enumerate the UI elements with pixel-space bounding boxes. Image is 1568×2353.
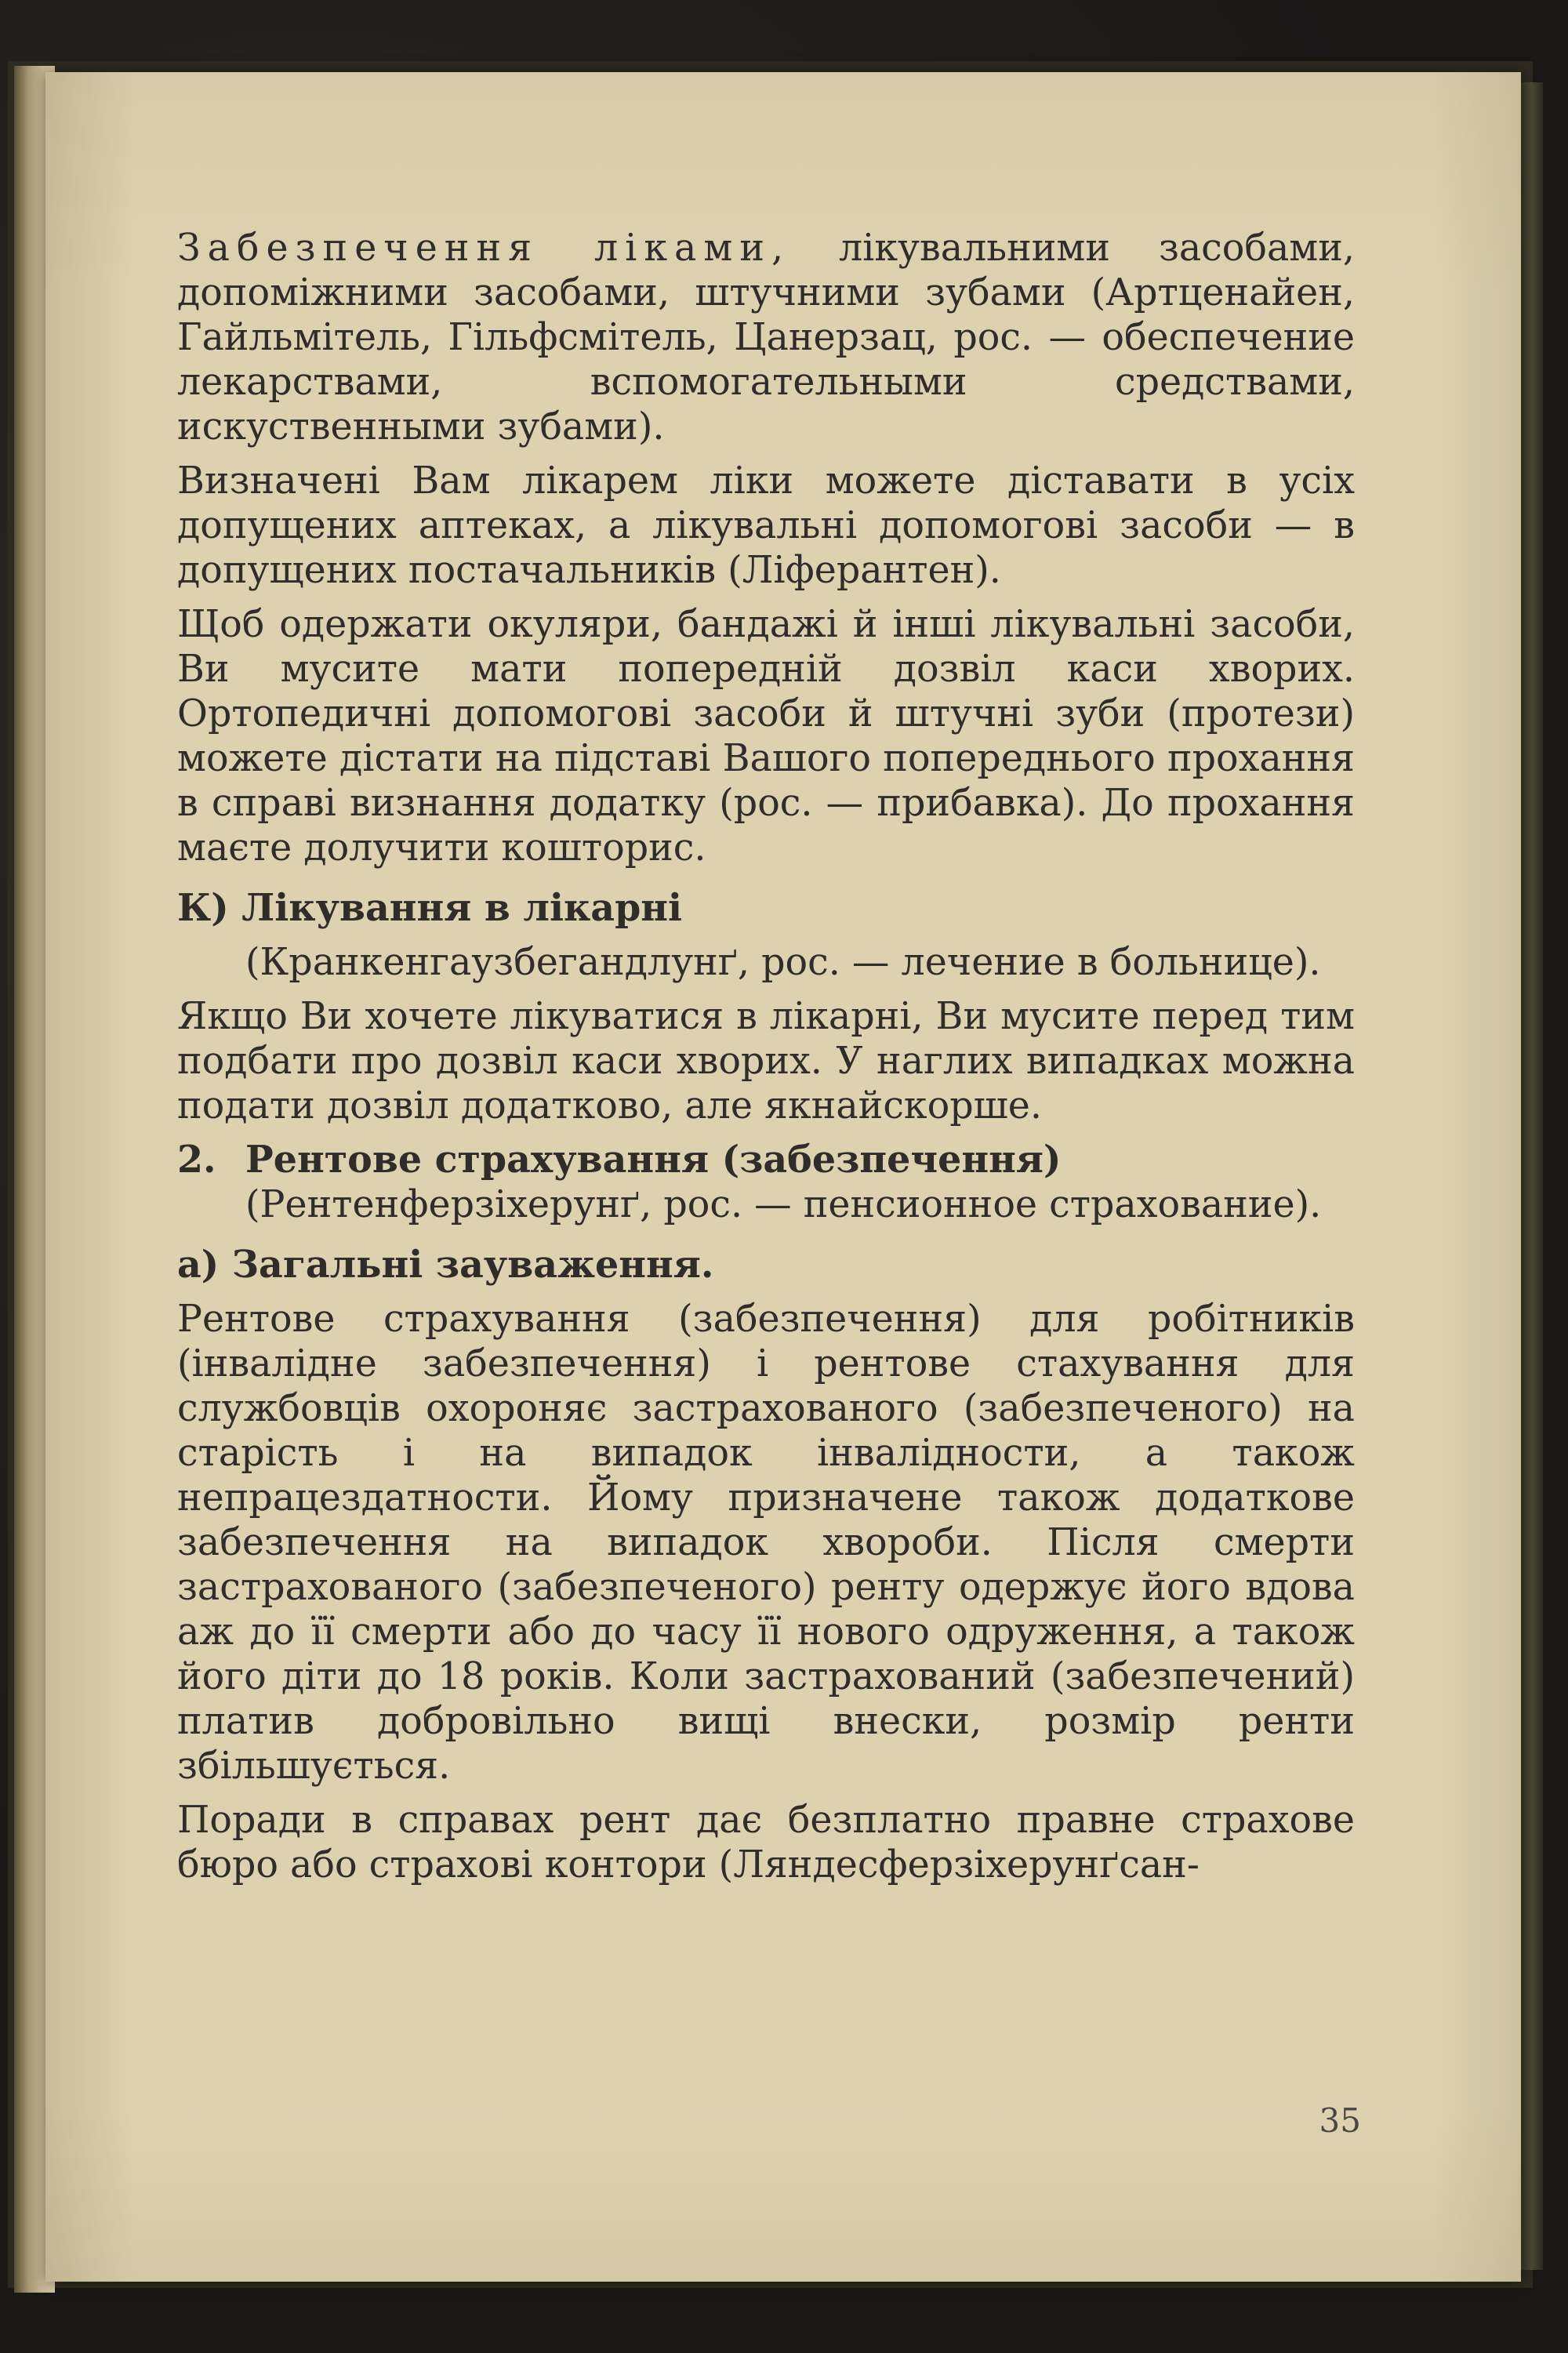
section-a-heading: а) Загальні зауваження.: [177, 1243, 714, 1287]
section-k-subtitle: (Кранкенгаузбегандлунґ, рос. — лечение в больнице).: [245, 941, 1321, 984]
section-2-title: Рентове страхування (забезпечення): [245, 1138, 1062, 1182]
page-number: 35: [1319, 2101, 1361, 2140]
spaced-lead: Забезпечення ліками,: [177, 227, 791, 270]
section-k-paragraph: Якщо Ви хочете лікуватися в лікарні, Ви мусите перед тим подбати про дозвіл каси хворих. У наглих випадках можна подати дозвіл додатково, але якнайскорше.: [177, 995, 1355, 1127]
section-number: 2.: [177, 1138, 216, 1182]
paragraph-pharmacies: Визначені Вам лікарем ліки можете діставати в усіх допущених аптеках, а лікувальні допомогові засоби — в допущених постачальників (Ліферантен).: [177, 459, 1355, 592]
section-k-heading: К) Лікування в лікарні: [177, 886, 683, 930]
section-a-paragraph-1: Рентове страхування (забезпечення) для робітників (інвалідне забезпечення) і рентове стахування для службовців охороняє застрахованого (забезпеченого) на старість і на випадок інвалідности, а також непрацездатности. Йому призначене також додаткове забезпечення на випадок хвороби. Після смерти застрахованого (забезпеченого) ренту одержує його вдова аж до її смерти або до часу її нового одруження, а також його діти до 18 років. Коли застрахований (забезпечений) платив добровільно вищі внески, розмір ренти збільшується.: [177, 1298, 1355, 1788]
section-a-paragraph-2: Поради в справах рент дає безплатно правне страхове бюро або страхові контори (Ляндесферзіхерунґсан-: [177, 1799, 1355, 1886]
paragraph-glasses: Щоб одержати окуляри, бандажі й інші лікувальні засоби, Ви мусите мати попередній дозвіл каси хворих. Ортопедичні допомогові засоби й штучні зуби (протези) можете дістати на підставі Вашого попереднього прохання в справі визнання додатку (рос. — прибавка). До прохання маєте долучити кошторис.: [177, 603, 1355, 870]
section-2-heading: [177, 1138, 1355, 1182]
paragraph-text: лікувальними засобами, допоміжними засобами, штучними зубами (Артценайен, Гайльмітель, Гільфсмітель, Цанерзац, рос. — обеспечение лекарствами, вспомогательными средствами, искуственными зубами).: [177, 227, 1355, 448]
page-text: [177, 226, 1355, 1897]
paragraph-medicines: [177, 226, 1355, 449]
section-2-subtitle: (Рентенферзіхерунґ, рос. — пенсионное страхование).: [245, 1183, 1322, 1226]
